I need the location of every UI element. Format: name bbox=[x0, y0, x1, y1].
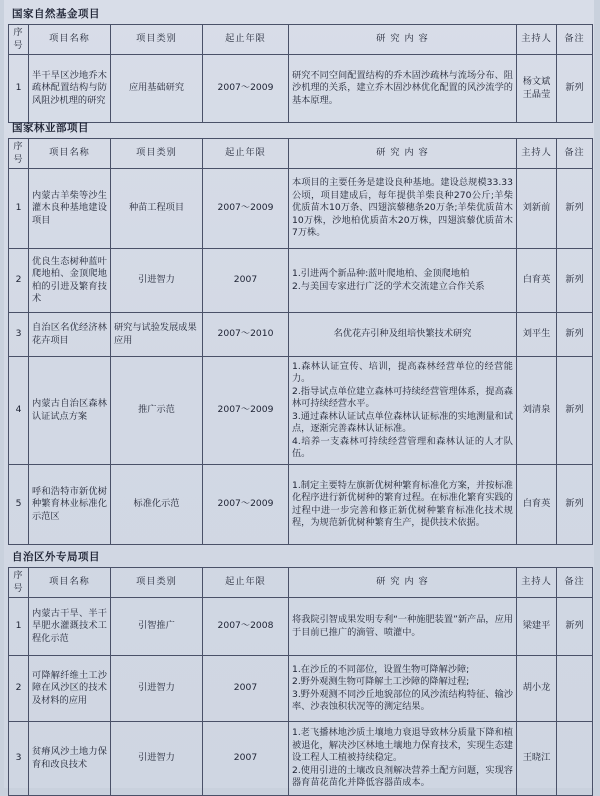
cell-note: 新列 bbox=[557, 313, 593, 357]
cell-category: 应用基础研究 bbox=[111, 55, 203, 123]
cell-note: 新列 bbox=[557, 465, 593, 545]
content-line: 本项目的主要任务是建设良种基地。建设总规模33.33公顷，项目建成后，每年提供羊柴良种270公斤;羊柴优质苗木10万条、四翅滨藜穗条20万条;羊柴优质苗木10万株，沙地柏优质苗木20万株，四翅滨藜优质苗木7万株。 bbox=[292, 177, 513, 239]
table-row bbox=[9, 465, 593, 545]
header-name: 项目名称 bbox=[29, 139, 111, 169]
cell-no: 4 bbox=[9, 357, 29, 465]
content-line: 2.与美国专家进行广泛的学术交流建立合作关系 bbox=[292, 280, 485, 292]
header-leader: 主持人 bbox=[517, 568, 557, 598]
cell-name: 可降解纤维土工沙障在风沙区的技术及材料的应用 bbox=[29, 656, 111, 722]
content-line: 1.制定主要特左旗新优树种繁育标准化方案，并按标准化程序进行新优树种的繁育过程。在标准化繁育实践的过程中进一步完善和修正新优树种繁育标准化技术规程，为规范新优树种繁育生产，提供技术依据。 bbox=[292, 479, 513, 528]
content-line: 1.森林认证宣传、培训，提高森林经营单位的经营能力。 bbox=[292, 360, 513, 384]
cell-no: 1 bbox=[9, 55, 29, 123]
header-no: 序号 bbox=[9, 139, 29, 169]
content-line: 1.在沙丘的不同部位，设置生物可降解沙障; bbox=[292, 663, 470, 675]
table-row bbox=[9, 55, 593, 123]
cell-content bbox=[289, 169, 517, 249]
cell-period: 2007～2009 bbox=[203, 465, 289, 545]
header-no: 序号 bbox=[9, 25, 29, 55]
section-title: 国家自然基金项目 bbox=[12, 8, 100, 20]
table-row bbox=[9, 722, 593, 796]
cell-name: 呼和浩特市新优树种繁育林业标准化示范区 bbox=[29, 465, 111, 545]
table-header-row bbox=[9, 139, 593, 169]
cell-no: 1 bbox=[9, 169, 29, 249]
section-title: 国家林业部项目 bbox=[12, 122, 89, 134]
cell-category: 研究与试验发展成果应用 bbox=[111, 313, 203, 357]
cell-category: 引进智力 bbox=[111, 249, 203, 313]
header-period: 起止年限 bbox=[203, 568, 289, 598]
cell-name: 半干旱区沙地乔木疏林配置结构与防风阻沙机理的研究 bbox=[29, 55, 111, 123]
content-line: 3.通过森林认证试点单位森林认证标准的实地测量和试点，逐渐完善森林认证标准。 bbox=[292, 410, 513, 434]
content-line: 名优花卉引种及组培快繁技术研究 bbox=[333, 328, 472, 340]
header-category: 项目类别 bbox=[111, 25, 203, 55]
cell-name: 内蒙古羊柴等沙生灌木良种基地建设项目 bbox=[29, 169, 111, 249]
header-note: 备注 bbox=[557, 139, 593, 169]
cell-period: 2007～2008 bbox=[203, 598, 289, 656]
cell-category: 引进智力 bbox=[111, 722, 203, 796]
cell-leader: 刘平生 bbox=[517, 313, 557, 357]
project-table bbox=[8, 567, 593, 796]
content-line: 2.野外观测生物可降解土工沙障的降解过程; bbox=[292, 676, 470, 687]
cell-content bbox=[289, 249, 517, 313]
header-period: 起止年限 bbox=[203, 139, 289, 169]
cell-content bbox=[289, 465, 517, 545]
header-note: 备注 bbox=[557, 568, 593, 598]
cell-no: 3 bbox=[9, 722, 29, 796]
content-line: 2.指导试点单位建立森林可持续经营管理体系，提高森林可持续经营水平。 bbox=[292, 385, 513, 409]
cell-name: 内蒙古自治区森林认证试点方案 bbox=[29, 357, 111, 465]
table-header-row bbox=[9, 568, 593, 598]
header-category: 项目类别 bbox=[111, 568, 203, 598]
content-line: 2.使用引进的土壤改良剂解决营养土配方问题，实现容器育苗花苗化并降低容器苗成本。 bbox=[292, 764, 513, 789]
cell-category: 引智推广 bbox=[111, 598, 203, 656]
table-row bbox=[9, 169, 593, 249]
cell-name: 内蒙古干旱、半干旱肥水灌溉技术工程化示范 bbox=[29, 598, 111, 656]
cell-period: 2007～2010 bbox=[203, 313, 289, 357]
cell-leader: 杨文斌 王晶莹 bbox=[517, 55, 557, 123]
cell-period: 2007～2009 bbox=[203, 357, 289, 465]
cell-category: 引进智力 bbox=[111, 656, 203, 722]
cell-note: 新列 bbox=[557, 357, 593, 465]
content-line: 将我院引智成果发明专利“一种施肥装置”新产品，应用于目前已推广的滴管、喷灌中。 bbox=[292, 614, 513, 638]
table-header-row bbox=[9, 25, 593, 55]
cell-content bbox=[289, 656, 517, 722]
content-line: 研究不同空间配置结构的乔木固沙疏林与流场分布、阻沙机理的关系，建立乔木固沙林优化配置的风沙流学的基本原理。 bbox=[292, 69, 513, 106]
table-row bbox=[9, 313, 593, 357]
cell-content bbox=[289, 722, 517, 796]
header-period: 起止年限 bbox=[203, 25, 289, 55]
cell-period: 2007 bbox=[203, 656, 289, 722]
cell-no: 2 bbox=[9, 656, 29, 722]
cell-note bbox=[557, 722, 593, 796]
cell-note bbox=[557, 656, 593, 722]
header-name: 项目名称 bbox=[29, 568, 111, 598]
document-page bbox=[4, 0, 594, 788]
cell-note: 新列 bbox=[557, 598, 593, 656]
cell-content bbox=[289, 313, 517, 357]
header-content: 研 究 内 容 bbox=[289, 139, 517, 169]
cell-content bbox=[289, 55, 517, 123]
table-row bbox=[9, 598, 593, 656]
cell-leader: 梁建平 bbox=[517, 598, 557, 656]
section-title: 自治区外专局项目 bbox=[12, 551, 100, 563]
header-no: 序号 bbox=[9, 568, 29, 598]
content-line: 4.培养一支森林可持续经营管理和森林认证的人才队伍。 bbox=[292, 435, 513, 459]
project-table bbox=[8, 138, 593, 545]
cell-content bbox=[289, 598, 517, 656]
header-category: 项目类别 bbox=[111, 139, 203, 169]
cell-category: 种苗工程项目 bbox=[111, 169, 203, 249]
cell-note: 新列 bbox=[557, 55, 593, 123]
cell-leader: 白育英 bbox=[517, 465, 557, 545]
cell-name: 优良生态树种蓝叶爬地柏、金顶爬地柏的引进及繁育技术 bbox=[29, 249, 111, 313]
cell-content bbox=[289, 357, 517, 465]
table-row bbox=[9, 249, 593, 313]
header-leader: 主持人 bbox=[517, 139, 557, 169]
cell-leader: 胡小龙 bbox=[517, 656, 557, 722]
table-row bbox=[9, 656, 593, 722]
cell-note: 新列 bbox=[557, 249, 593, 313]
table-row bbox=[9, 357, 593, 465]
cell-leader: 刘清泉 bbox=[517, 357, 557, 465]
cell-leader: 刘新前 bbox=[517, 169, 557, 249]
cell-leader: 白育英 bbox=[517, 249, 557, 313]
header-content: 研 究 内 容 bbox=[289, 25, 517, 55]
cell-name: 自治区名优经济林花卉项目 bbox=[29, 313, 111, 357]
header-leader: 主持人 bbox=[517, 25, 557, 55]
content-line: 1.老飞播林地沙质土壤地力衰退导致林分质量下降和植被退化，解决沙区林地土壤地力保育技术，实现生态建设工程人工植被持续稳定。 bbox=[292, 727, 513, 764]
header-content: 研 究 内 容 bbox=[289, 568, 517, 598]
cell-category: 推广示范 bbox=[111, 357, 203, 465]
header-name: 项目名称 bbox=[29, 25, 111, 55]
cell-leader: 王晓江 bbox=[517, 722, 557, 796]
content-line: 1.引进两个新品种:蓝叶爬地柏、金顶爬地柏 bbox=[292, 268, 470, 279]
content-line: 3.野外观测不同沙丘地貌部位的风沙流结构特征、输沙率、沙表蚀积状况等的测定结果。 bbox=[292, 688, 513, 712]
cell-period: 2007～2009 bbox=[203, 55, 289, 123]
cell-no: 2 bbox=[9, 249, 29, 313]
cell-category: 标准化示范 bbox=[111, 465, 203, 545]
cell-period: 2007 bbox=[203, 249, 289, 313]
header-note: 备注 bbox=[557, 25, 593, 55]
cell-period: 2007～2009 bbox=[203, 169, 289, 249]
project-table bbox=[8, 24, 593, 123]
cell-no: 5 bbox=[9, 465, 29, 545]
cell-note: 新列 bbox=[557, 169, 593, 249]
cell-name: 贫瘠风沙土地力保育和改良技术 bbox=[29, 722, 111, 796]
cell-no: 1 bbox=[9, 598, 29, 656]
cell-no: 3 bbox=[9, 313, 29, 357]
cell-period: 2007 bbox=[203, 722, 289, 796]
